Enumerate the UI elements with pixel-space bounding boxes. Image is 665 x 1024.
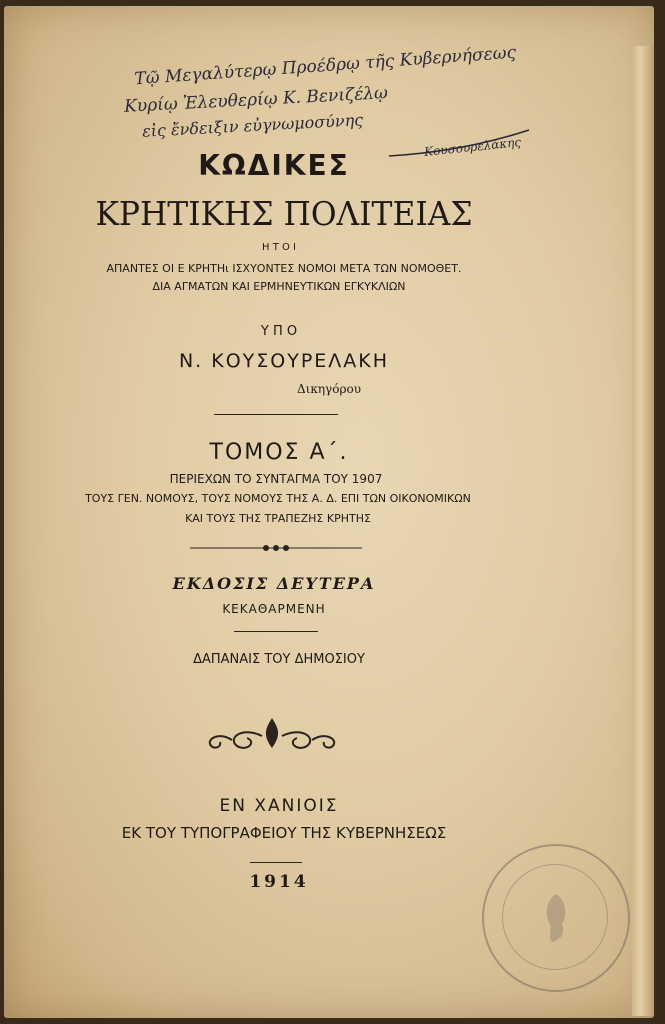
book-page [4, 6, 654, 1018]
dedication-line-2: Κυρίῳ Ἐλευθερίῳ Κ. Βενιζέλῳ [123, 83, 389, 117]
ornament-rule [190, 542, 362, 554]
imprint-printer: ΕΚ ΤΟΥ ΤΥΠΟΓΡΑΦΕΙΟΥ ΤΗΣ ΚΥΒΕΡΝΗΣΕΩΣ [121, 824, 447, 842]
dedication-line-1: Τῷ Μεγαλύτερῳ Προέδρῳ τῆς Κυβερνήσεως [133, 42, 517, 90]
volume-title: ΤΟΜΟΣ Α΄. [209, 440, 349, 465]
title-htoi: Η Τ Ο Ι [262, 242, 296, 253]
signature: Κουσουρελάκης [423, 134, 522, 160]
title-main: ΚΩΔΙΚΕΣ [198, 149, 350, 182]
page-edge [632, 46, 654, 1016]
author-name: Ν. ΚΟΥΣΟΥΡΕΛΑΚΗ [178, 350, 390, 372]
volume-contents-2: ΤΟΥΣ ΓΕΝ. ΝΟΜΟΥΣ, ΤΟΥΣ ΝΟΜΟΥΣ ΤΗΣ Α. Δ. ΕΠΙ ΤΩΝ ΟΙΚΟΝΟΜΙΚΩΝ [85, 492, 471, 505]
stamp-emblem [532, 890, 580, 946]
divider-3 [250, 862, 302, 863]
title-sub: ΚΡΗΤΙΚΗΣ ΠΟΛΙΤΕΙΑΣ [95, 194, 473, 233]
volume-contents-1: ΠΕΡΙΕΧΩΝ ΤΟ ΣΥΝΤΑΓΜΑ ΤΟΥ 1907 [169, 472, 383, 486]
title-desc-1: ΑΠΑΝΤΕΣ ΟΙ Ε ΚΡΗΤΗι ΙΣΧΥΟΝΤΕΣ ΝΟΜΟΙ ΜΕΤΑ ΤΩΝ ΝΟΜΟΘΕΤ. [106, 262, 462, 275]
volume-contents-3: ΚΑΙ ΤΟΥΣ ΤΗΣ ΤΡΑΠΕΖΗΣ ΚΡΗΤΗΣ [185, 512, 371, 525]
dedication-line-3: εἰς ἔνδειξιν εὐγνωμοσύνης [141, 110, 364, 141]
imprint-place: ΕΝ ΧΑΝΙΟΙΣ [219, 796, 339, 816]
fleuron-ornament [202, 714, 342, 754]
author-role: Δικηγόρου [296, 382, 362, 396]
edition-expense: ΔΑΠΑΝΑΙΣ ΤΟΥ ΔΗΜΟΣΙΟΥ [193, 652, 365, 667]
title-desc-2: ΔΙΑ ΑΓΜΑΤΩΝ ΚΑΙ ΕΡΜΗΝΕΥΤΙΚΩΝ ΕΓΚΥΚΛΙΩΝ [152, 280, 406, 293]
divider-1 [214, 414, 338, 415]
edition-sub: ΚΕΚΑΘΑΡΜΕΝΗ [222, 602, 326, 616]
library-stamp [482, 844, 630, 992]
imprint-year: 1914 [249, 872, 309, 892]
author-ypo: Υ Π Ο [260, 324, 298, 339]
edition-label: ΕΚΔΟΣΙΣ ΔΕΥΤΕΡΑ [172, 574, 376, 593]
divider-2 [234, 631, 318, 632]
